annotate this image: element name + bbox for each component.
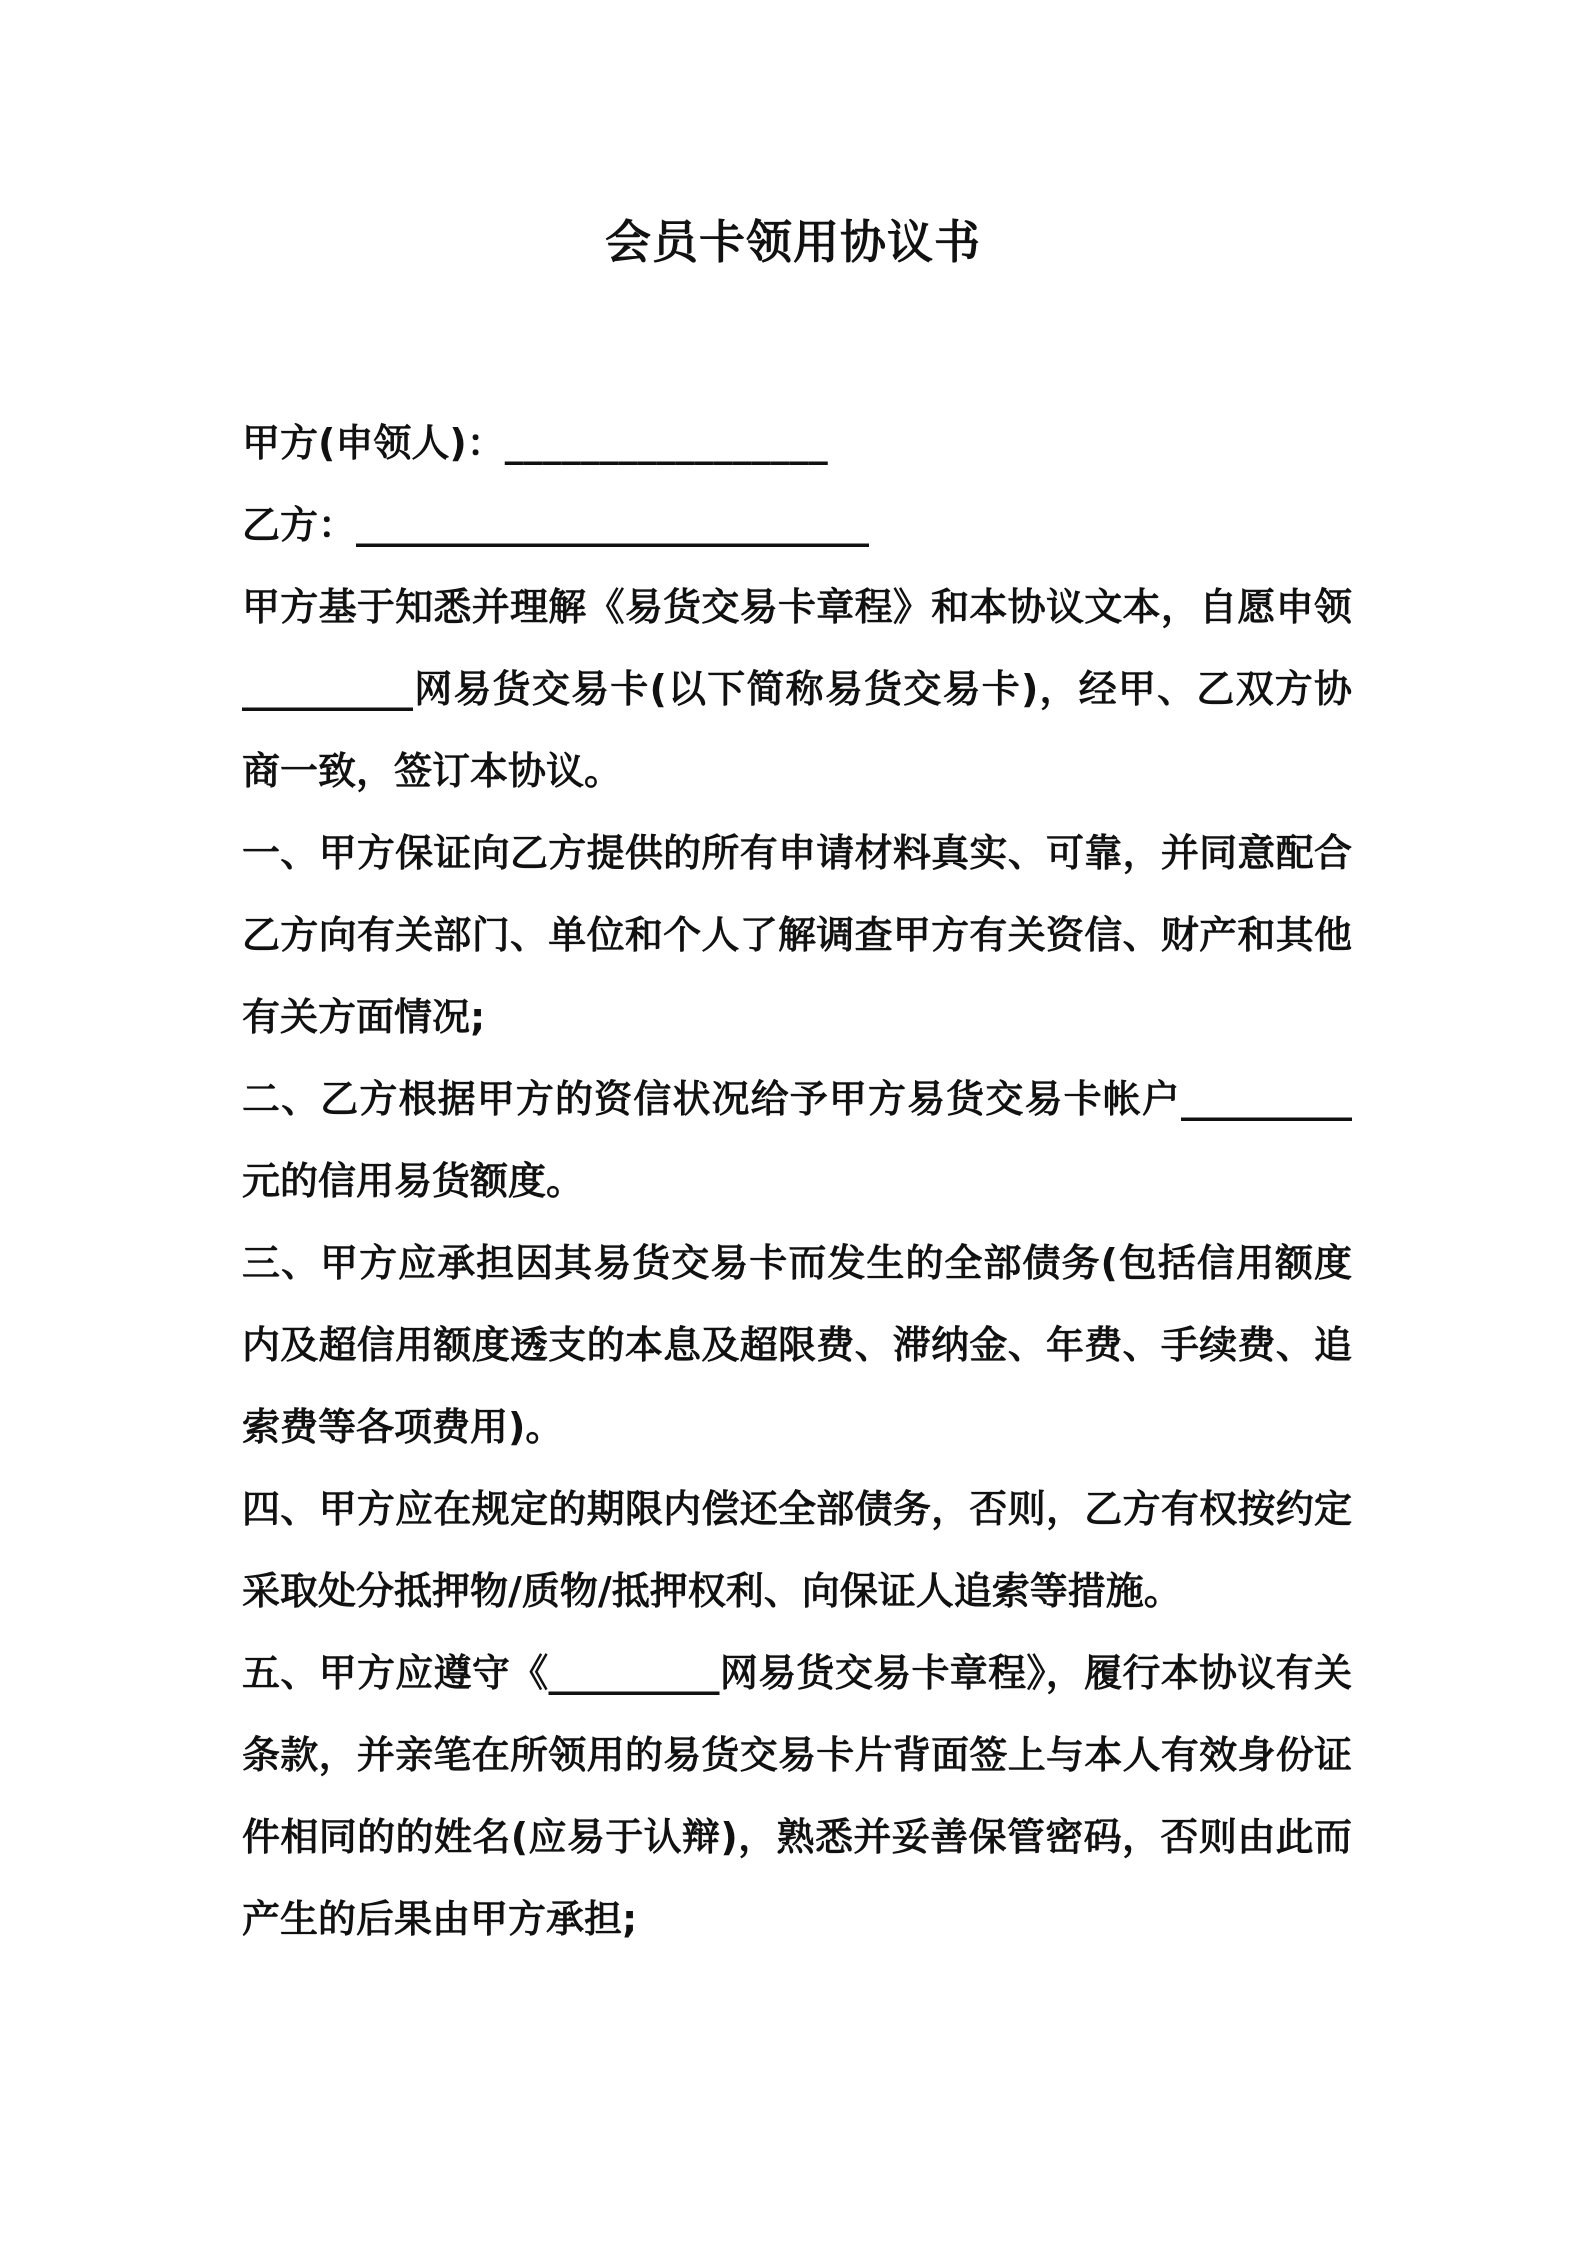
clause-4: 四、甲方应在规定的期限内偿还全部债务，否则，乙方有权按约定采取处分抵押物/质物/抵押权利、向保证人追索等措施。 (242, 1487, 1352, 1613)
party-b-line: 乙方：___________________________ (242, 503, 870, 547)
clause-1: 一、甲方保证向乙方提供的所有申请材料真实、可靠，并同意配合乙方向有关部门、单位和个人了解调查甲方有关资信、财产和其他有关方面情况; (242, 831, 1352, 1039)
preamble-paragraph: 甲方基于知悉并理解《易货交易卡章程》和本协议文本，自愿申领_________网易货交易卡(以下简称易货交易卡)，经甲、乙双方协商一致，签订本协议。 (242, 585, 1352, 793)
clause-2: 二、乙方根据甲方的资信状况给予甲方易货交易卡帐户_________元的信用易货额度。 (242, 1077, 1352, 1203)
clause-5: 五、甲方应遵守《_________网易货交易卡章程》，履行本协议有关条款，并亲笔在所领用的易货交易卡片背面签上与本人有效身份证件相同的的姓名(应易于认辩)，熟悉并妥善保管密码，否则由此而产生的后果由甲方承担; (242, 1651, 1352, 1941)
document-body (242, 402, 1352, 1960)
document-title: 会员卡领用协议书 (605, 215, 981, 269)
clause-3: 三、甲方应承担因其易货交易卡而发生的全部债务(包括信用额度内及超信用额度透支的本息及超限费、滞纳金、年费、手续费、追索费等各项费用)。 (242, 1241, 1352, 1449)
party-a-line: 甲方(申领人)：_________________ (242, 421, 828, 465)
